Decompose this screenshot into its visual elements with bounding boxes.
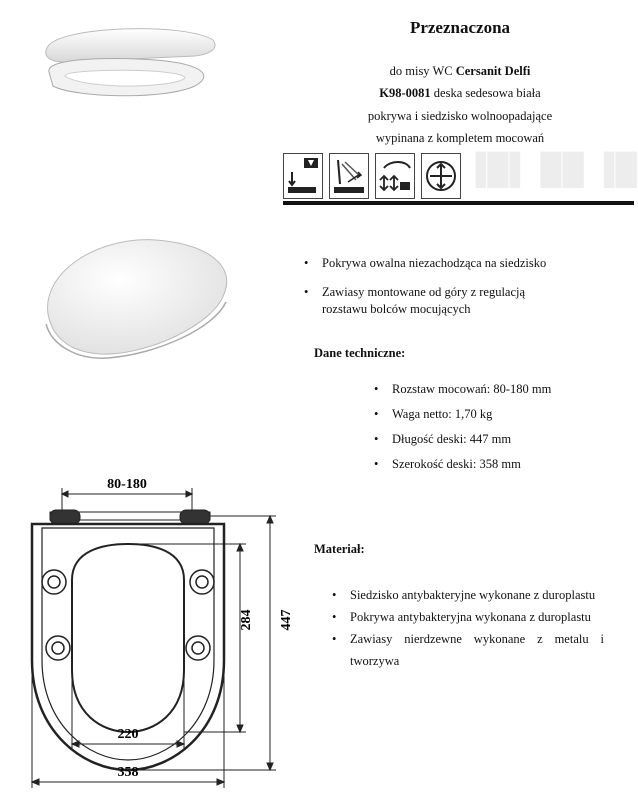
brand-banner-watermark: ▐█▌ ██ ▐█ — [465, 153, 638, 186]
material-item: • Siedzisko antybakteryjne wykonane z duroplastu — [328, 584, 604, 606]
product-photo-closed — [38, 232, 238, 362]
desc-line-1: do misy WC Cersanit Delfi — [389, 64, 531, 78]
tech-item: • Rozstaw mocowań: 80-180 mm — [370, 377, 610, 402]
tech-item: • Waga netto: 1,70 kg — [370, 402, 610, 427]
product-photo-open — [35, 20, 225, 100]
material-heading: Materiał: — [314, 542, 365, 556]
desc-line-3: pokrywa i siedzisko wolnoopadające — [367, 109, 553, 123]
feature-item: • Pokrywa owalna niezachodząca na siedzisko — [300, 255, 620, 272]
material-item: • Zawiasy nierdzewne wykonane z metalu i tworzywa — [328, 628, 604, 672]
feature-item: • Zawiasy montowane od góry z regulacją rozstawu bolców mocujących — [300, 284, 620, 318]
dim-label-220: 220 — [117, 727, 139, 742]
product-title: Przeznaczona — [409, 18, 511, 37]
divider-bar — [283, 201, 634, 205]
lift-off-icon — [375, 153, 415, 199]
dim-label-358: 358 — [117, 765, 139, 780]
adjustable-hinge-icon — [421, 153, 461, 199]
desc-line-2: K98-0081 deska sedesowa biała — [379, 86, 541, 100]
dim-label-80-180: 80-180 — [107, 477, 147, 492]
dim-label-284: 284 — [239, 609, 254, 631]
tech-list — [370, 377, 610, 477]
tech-heading: Dane techniczne: — [314, 346, 406, 360]
feature-icons-row — [283, 153, 461, 201]
dim-label-447: 447 — [279, 609, 294, 631]
features-list — [300, 255, 620, 318]
tech-item: • Długość deski: 447 mm — [370, 427, 610, 452]
desc-line-4: wypinana z kompletem mocowań — [375, 131, 545, 145]
material-list — [328, 584, 604, 672]
technical-drawing — [14, 470, 304, 795]
wrench-mount-icon — [283, 153, 323, 199]
soft-close-icon — [329, 153, 369, 199]
material-item: • Pokrywa antybakteryjna wykonana z duroplastu — [328, 606, 604, 628]
tech-item: • Szerokość deski: 358 mm — [370, 452, 610, 477]
